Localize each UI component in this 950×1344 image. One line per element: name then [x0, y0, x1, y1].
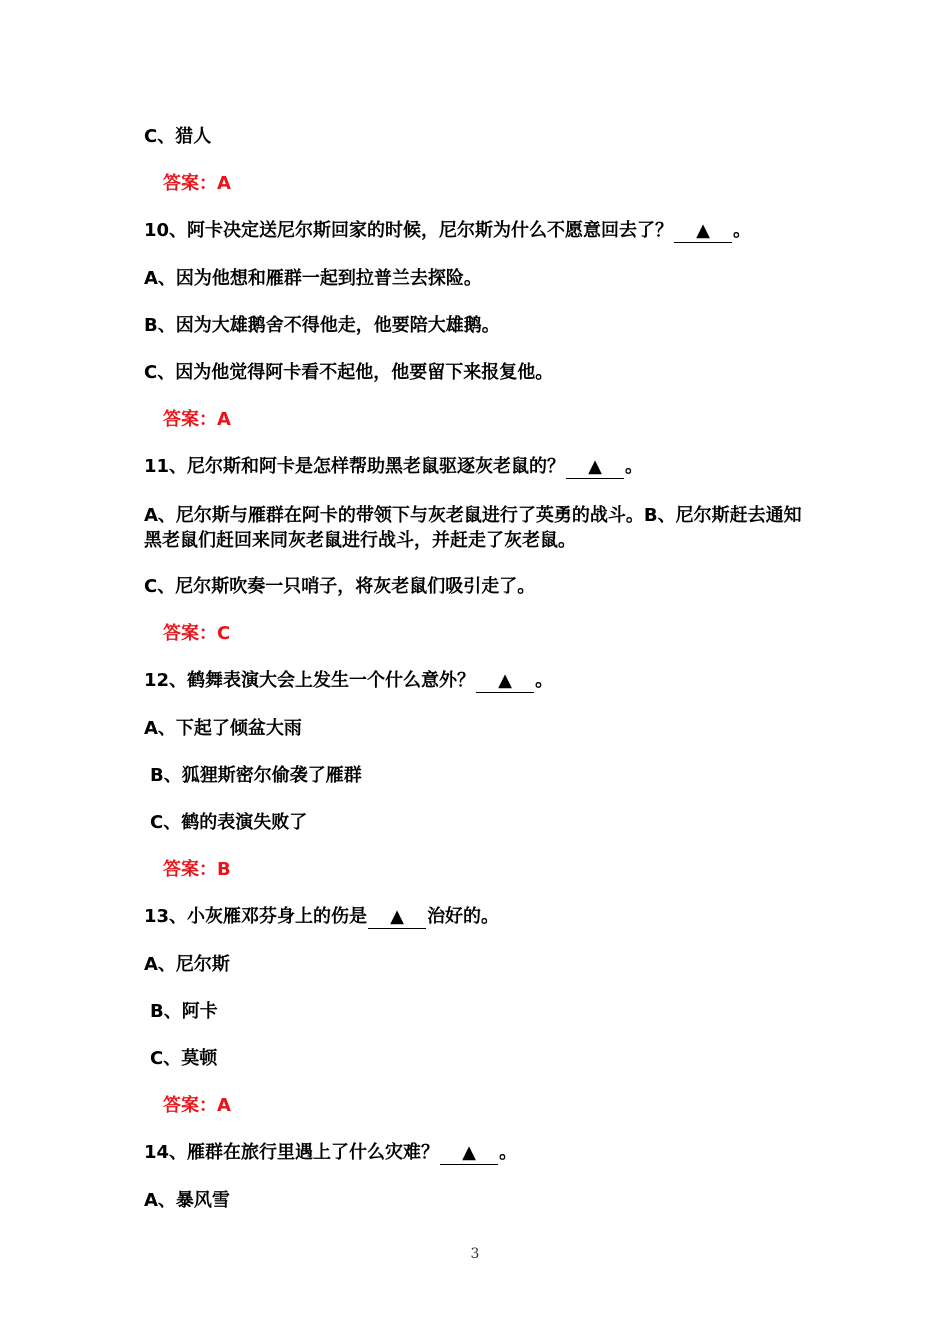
q13-answer-blank	[368, 906, 426, 929]
triangle-icon: ▲	[498, 670, 512, 691]
q11-question	[144, 454, 643, 480]
q14-question-text: 14、雁群在旅行里遇上了什么灾难？	[144, 1142, 440, 1163]
q11-option-c: C、尼尔斯吹奏一只哨子，将灰老鼠们吸引走了。	[144, 576, 536, 597]
q12-answer-blank	[476, 670, 534, 693]
triangle-icon: ▲	[390, 906, 404, 927]
q13-question-suffix: 治好的。	[427, 906, 500, 927]
q13-answer: 答案：A	[163, 1095, 231, 1116]
q10-answer-blank	[674, 220, 732, 243]
q10-end-mark: 。	[733, 220, 752, 241]
q12-option-c: C、鹤的表演失败了	[150, 812, 308, 833]
q14-end-mark: 。	[499, 1142, 518, 1163]
q9-answer: 答案：A	[163, 173, 231, 194]
q12-option-a: A、下起了倾盆大雨	[144, 718, 302, 739]
triangle-icon: ▲	[696, 220, 710, 241]
page-number: 3	[470, 1246, 480, 1262]
q11-question-text: 11、尼尔斯和阿卡是怎样帮助黑老鼠驱逐灰老鼠的？	[144, 456, 566, 477]
q11-options-a-b: A、尼尔斯与雁群在阿卡的带领下与灰老鼠进行了英勇的战斗。B、尼尔斯赶去通知黑老鼠们赶回来同灰老鼠进行战斗，并赶走了灰老鼠。	[144, 505, 802, 551]
q13-option-b: B、阿卡	[150, 1001, 218, 1022]
q10-option-c: C、因为他觉得阿卡看不起他，他要留下来报复他。	[144, 362, 554, 383]
q11-answer: 答案：C	[163, 623, 231, 644]
q13-option-a: A、尼尔斯	[144, 954, 230, 975]
triangle-icon: ▲	[588, 456, 602, 477]
q10-question-text: 10、阿卡决定送尼尔斯回家的时候，尼尔斯为什么不愿意回去了？	[144, 220, 674, 241]
q12-answer: 答案：B	[163, 859, 231, 880]
q9-option-c: C、猎人	[144, 126, 212, 147]
q10-option-b: B、因为大雄鹅舍不得他走，他要陪大雄鹅。	[144, 315, 500, 336]
q13-option-c: C、莫顿	[150, 1048, 218, 1069]
q10-option-a: A、因为他想和雁群一起到拉普兰去探险。	[144, 268, 482, 289]
q11-answer-blank	[566, 456, 624, 479]
q14-option-a: A、暴风雪	[144, 1190, 230, 1211]
q10-question	[144, 218, 751, 244]
triangle-icon: ▲	[462, 1142, 476, 1163]
q13-question	[144, 904, 499, 930]
q11-end-mark: 。	[625, 456, 644, 477]
q12-question-text: 12、鹤舞表演大会上发生一个什么意外？	[144, 670, 476, 691]
q13-question-text: 13、小灰雁邓芬身上的伤是	[144, 906, 368, 927]
q12-option-b: B、狐狸斯密尔偷袭了雁群	[150, 765, 362, 786]
q14-question	[144, 1140, 517, 1166]
q12-end-mark: 。	[535, 670, 554, 691]
q10-answer: 答案：A	[163, 409, 231, 430]
q12-question	[144, 668, 553, 694]
q14-answer-blank	[440, 1142, 498, 1165]
